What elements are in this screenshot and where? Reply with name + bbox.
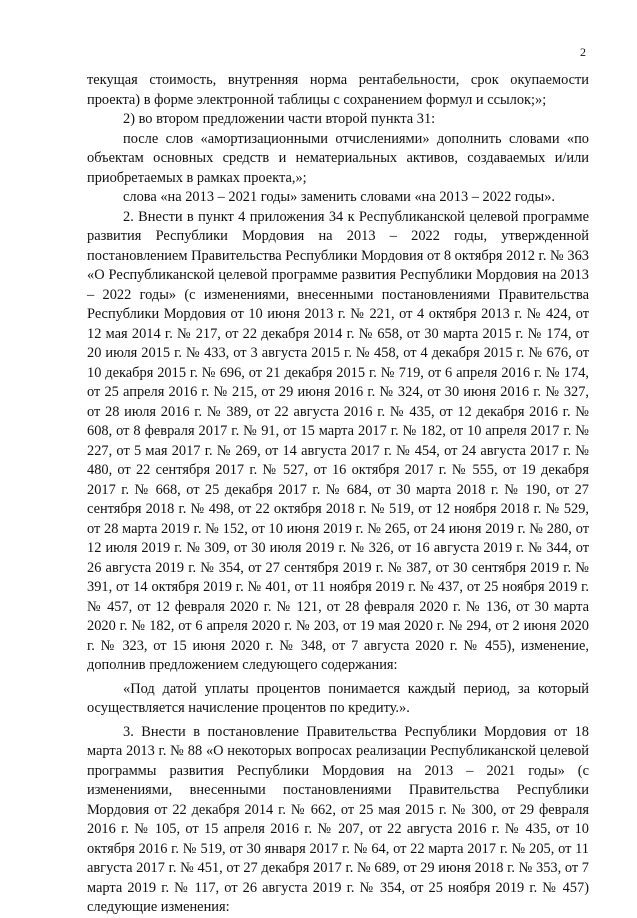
paragraph-replace-words: слова «на 2013 – 2021 годы» заменить словами «на 2013 – 2022 годы». (123, 189, 556, 205)
document-body (87, 71, 589, 918)
paragraph-item-2: 2. Внести в пункт 4 приложения 34 к Республиканской целевой программе развития Республики Мордовия на 2013 – 2022 годы, утвержденной постановлением Правительства Республики Мордовия от 8 октября 2012 г. № 363 «О Республиканской целевой программе развития Республики Мордовия на 2013 – 2022 годы» (с изменениями, внесенными постановлениями Правительства Республики Мордовия от 10 июня 2013 г. № 221, от 4 октября 2013 г. № 424, от 12 мая 2014 г. № 217, от 22 декабря 2014 г. № 658, от 30 марта 2015 г. № 174, от 20 июля 2015 г. № 433, от 3 августа 2015 г. № 458, от 4 декабря 2015 г. № 676, от 10 декабря 2015 г. № 696, от 21 декабря 2015 г. № 719, от 6 апреля 2016 г. № 174, от 25 апреля 2016 г. № 215, от 29 июня 2016 г. № 324, от 30 июня 2016 г. № 327, от 28 июля 2016 г. № 389, от 22 августа 2016 г. № 435, от 12 декабря 2016 г. № 608, от 8 февраля 2017 г. № 91, от 15 марта 2017 г. № 182, от 10 апреля 2017 г. № 227, от 5 мая 2017 г. № 269, от 14 августа 2017 г. № 454, от 24 августа 2017 г. № 480, от 22 сентября 2017 г. № 527, от 16 октября 2017 г. № 555, от 19 декабря 2017 г. № 668, от 25 декабря 2017 г. № 684, от 30 марта 2018 г. № 190, от 27 сентября 2018 г. № 498, от 22 октября 2018 г. № 519, от 12 ноября 2018 г. № 529, от 28 марта 2019 г. № 152, от 10 июня 2019 г. № 265, от 24 июня 2019 г. № 280, от 12 июля 2019 г. № 309, от 30 июля 2019 г. № 326, от 16 августа 2019 г. № 344, от 26 августа 2019 г. № 354, от 27 сентября 2019 г. № 387, от 30 сентября 2019 г. № 391, от 14 октября 2019 г. № 401, от 11 ноября 2019 г. № 437, от 25 ноября 2019 г. № 457, от 12 февраля 2020 г. № 121, от 28 февраля 2020 г. № 136, от 30 марта 2020 г. № 182, от 6 апреля 2020 г. № 203, от 19 мая 2020 г. № 294, от 2 июня 2020 г. № 323, от 15 июня 2020 г. № 348, от 7 августа 2020 г. № 455), изменение, дополнив предложением следующего содержания: (87, 208, 589, 673)
paragraph-insert-words: после слов «амортизационными отчислениями» дополнить словами «по объектам основных средств и нематериальных активов, создаваемых и/или приобретаемых в рамках проекта,»; (87, 130, 589, 186)
paragraph-continuation: текущая стоимость, внутренняя норма рентабельности, срок окупаемости проекта) в форме электронной таблицы с сохранением формул и ссылок;»; (87, 72, 589, 108)
paragraph-item-3: 3. Внести в постановление Правительства Республики Мордовия от 18 марта 2013 г. № 88 «О некоторых вопросах реализации Республиканской целевой программы развития Республики Мордовия на 2013 – 2021 годы» (с изменениями, внесенными постановлениями Правительства Республики Мордовия от 22 декабря 2014 г. № 662, от 25 мая 2015 г. № 300, от 29 февраля 2016 г. № 105, от 15 апреля 2016 г. № 207, от 22 августа 2016 г. № 435, от 10 октября 2016 г. № 519, от 30 января 2017 г. № 64, от 22 марта 2017 г. № 205, от 11 августа 2017 г. № 451, от 27 декабря 2017 г. № 689, от 29 июня 2018 г. № 353, от 7 марта 2019 г. № 117, от 26 августа 2019 г. № 354, от 25 ноября 2019 г. № 457) следующие изменения: (87, 723, 589, 915)
paragraph-subitem-2: 2) во втором предложении части второй пункта 31: (123, 111, 436, 127)
page-number: 2 (580, 45, 586, 59)
paragraph-quote: «Под датой уплаты процентов понимается каждый период, за который осуществляется начисление процентов по кредиту.». (87, 680, 589, 716)
